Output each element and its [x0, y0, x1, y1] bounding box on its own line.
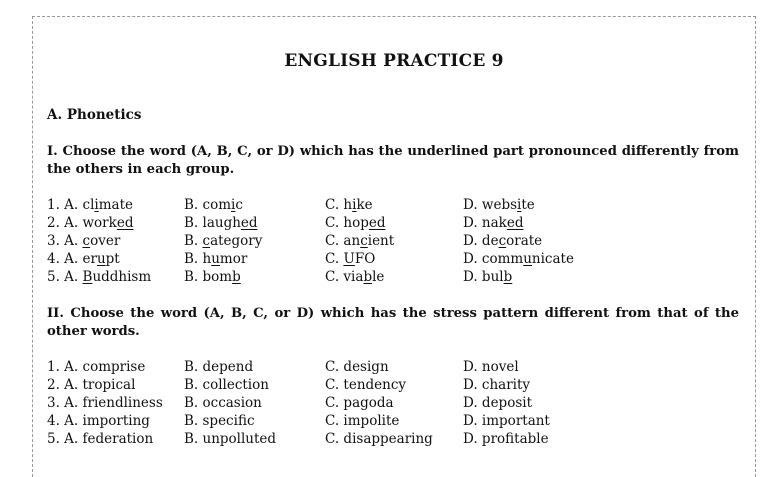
option: D. website [463, 197, 535, 213]
option: D. bulb [463, 269, 513, 285]
option: C. disappearing [325, 431, 433, 447]
option: B. comic [184, 197, 243, 213]
underlined-part: ed [240, 215, 258, 231]
underlined-part: ed [368, 215, 386, 231]
instruction-part-1: I. Choose the word (A, B, C, or D) which has the underlined part pronounced differently from the others in each group. [47, 144, 739, 177]
option: C. tendency [325, 377, 407, 393]
option: D. important [463, 413, 550, 429]
option: C. impolite [325, 413, 400, 429]
option: B. specific [184, 413, 255, 429]
underlined-part: b [503, 269, 513, 285]
option: D. charity [463, 377, 531, 393]
option: D. deposit [463, 395, 532, 411]
option: C. hike [325, 197, 373, 213]
option: C. design [325, 359, 389, 375]
option: B. laughed [184, 215, 258, 231]
underlined-part: c [498, 233, 507, 249]
underlined-part: i [231, 197, 236, 213]
instruction-part-2: II. Choose the word (A, B, C, or D) which has the stress pattern different from that of the other words. [47, 306, 739, 339]
option: C. pagoda [325, 395, 394, 411]
underlined-part: i [517, 197, 522, 213]
option: 3. A. friendliness [47, 395, 163, 411]
page-title: ENGLISH PRACTICE 9 [284, 51, 504, 71]
option: 4. A. importing [47, 413, 150, 429]
option: 5. A. federation [47, 431, 154, 447]
option: B. collection [184, 377, 269, 393]
option: B. category [184, 233, 263, 249]
underlined-part: ed [116, 215, 134, 231]
underlined-part: b [363, 269, 373, 285]
underlined-part: ed [506, 215, 524, 231]
underlined-part: u [96, 251, 106, 267]
document-page [32, 16, 756, 477]
option: 2. A. tropical [47, 377, 136, 393]
option: D. profitable [463, 431, 549, 447]
option: B. bomb [184, 269, 241, 285]
section-heading: A. Phonetics [47, 107, 142, 123]
underlined-part: b [232, 269, 241, 285]
option: B. humor [184, 251, 248, 267]
option: 2. A. worked [47, 215, 134, 231]
option: B. depend [184, 359, 254, 375]
option: D. novel [463, 359, 519, 375]
option: 1. A. climate [47, 197, 133, 213]
underlined-part: u [211, 251, 220, 267]
underlined-part: U [343, 251, 355, 267]
underlined-part: c [360, 233, 368, 249]
underlined-part: c [82, 233, 91, 249]
option: D. naked [463, 215, 524, 231]
option: D. communicate [463, 251, 574, 267]
underlined-part: c [202, 233, 211, 249]
option: 4. A. erupt [47, 251, 120, 267]
option: C. hoped [325, 215, 386, 231]
option: 5. A. Buddhism [47, 269, 152, 285]
underlined-part: u [523, 251, 532, 267]
option: C. ancient [325, 233, 395, 249]
underlined-part: i [352, 197, 357, 213]
option: B. unpolluted [184, 431, 277, 447]
option: D. decorate [463, 233, 543, 249]
option: 3. A. cover [47, 233, 121, 249]
underlined-part: B [82, 269, 93, 285]
option: C. viable [325, 269, 385, 285]
option: C. UFO [325, 251, 376, 267]
option: 1. A. comprise [47, 359, 146, 375]
option: B. occasion [184, 395, 262, 411]
underlined-part: i [94, 197, 99, 213]
